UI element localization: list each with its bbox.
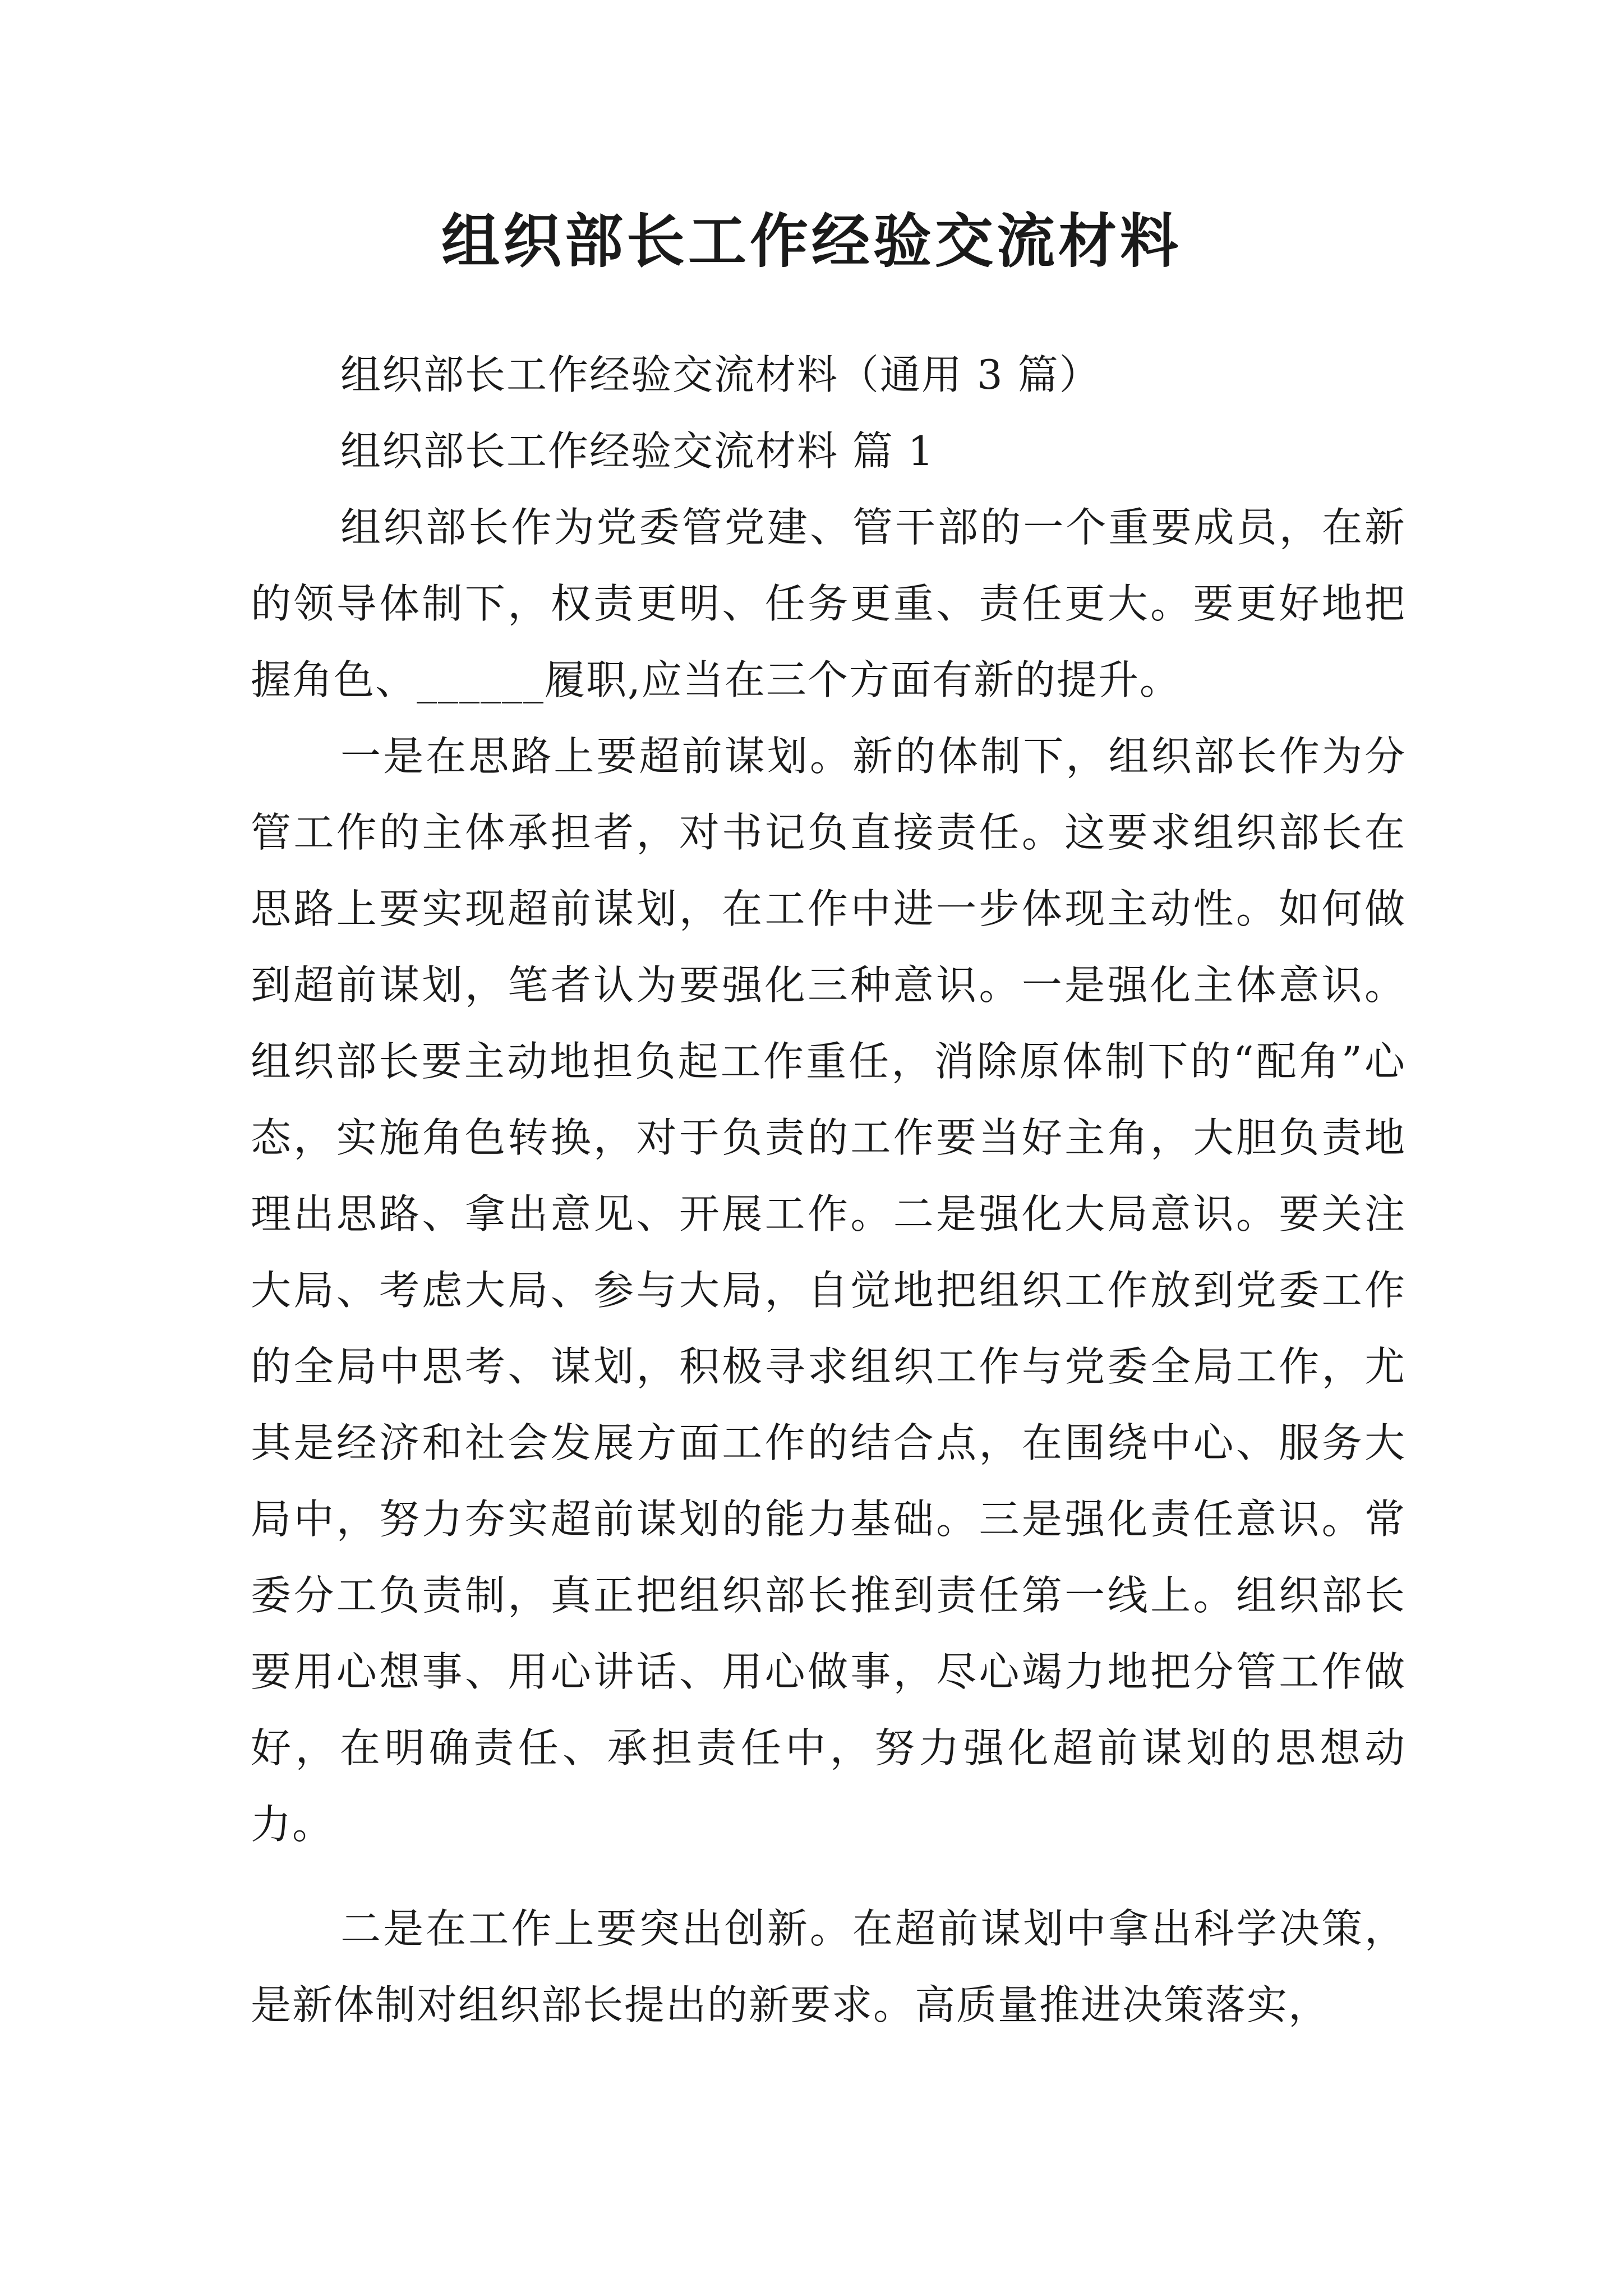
paragraph-second-point: 二是在工作上要突出创新。在超前谋划中拿出科学决策，是新体制对组织部长提出的新要求。高质量推进决策落实， — [251, 1905, 1406, 2028]
paragraph-intro: 组织部长作为党委管党建、管干部的一个重要成员，在新的领导体制下，权责更明、任务更重、责任更大。要更好地把握角色、______履职,应当在三个方面有新的提升。 — [251, 504, 1406, 703]
paragraph-gap — [251, 1862, 1406, 1890]
paragraph-first-point: 一是在思路上要超前谋划。新的体制下，组织部长作为分管工作的主体承担者，对书记负直接责任。这要求组织部长在思路上要实现超前谋划，在工作中进一步体现主动性。如何做到超前谋划，笔者认为要强化三种意识。一是强化主体意识。组织部长要主动地担负起工作重任，消除原体制下的“配角”心态，实施角色转换，对于负责的工作要当好主角，大胆负责地理出思路、拿出意见、开展工作。二是强化大局意识。要关注大局、考虑大局、参与大局，自觉地把组织工作放到党委工作的全局中思考、谋划，积极寻求组织工作与党委全局工作，尤其是经济和社会发展方面工作的结合点，在围绕中心、服务大局中，努力夯实超前谋划的能力基础。三是强化责任意识。常委分工负责制，真正把组织部长推到责任第一线上。组织部长要用心想事、用心讲话、用心做事，尽心竭力地把分管工作做好，在明确责任、承担责任中，努力强化超前谋划的思想动力。 — [251, 733, 1406, 1848]
document-subtitle: 组织部长工作经验交流材料（通用 3 篇） — [340, 351, 1101, 398]
document-body — [251, 337, 1406, 2043]
section-heading: 组织部长工作经验交流材料 篇 1 — [340, 427, 935, 475]
document-title: 组织部长工作经验交流材料 — [441, 206, 1182, 275]
